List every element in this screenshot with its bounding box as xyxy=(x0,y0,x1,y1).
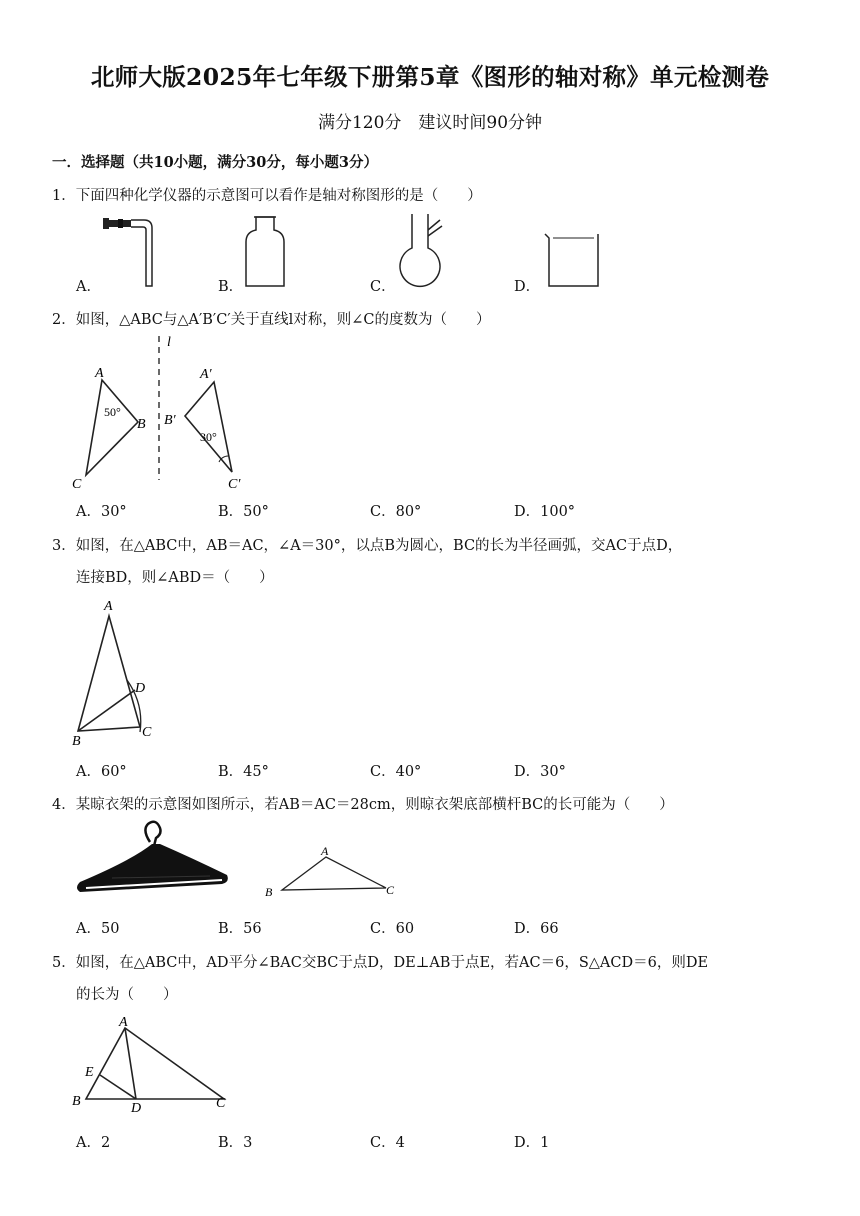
q1-option-d[interactable]: D． xyxy=(514,279,541,295)
question-1-text: 1．下面四种化学仪器的示意图可以看作是轴对称图形的是（ ） xyxy=(52,188,482,204)
round-flask-icon xyxy=(400,214,442,286)
q4-option-a[interactable]: A．50 xyxy=(76,921,120,937)
label-a: A xyxy=(95,366,104,381)
question-5-text-line2: 的长为（ ） xyxy=(76,987,178,1003)
q4-option-d[interactable]: D．66 xyxy=(514,921,559,937)
question-3-text: 3．如图，在△ABC中，AB＝AC，∠A＝30°，以点B为圆心，BC的长为半径画弧，交AC于点D， xyxy=(52,538,683,554)
label-l: l xyxy=(167,335,171,350)
label-a-q4: A xyxy=(321,844,329,858)
q3-option-d[interactable]: D．30° xyxy=(514,764,566,780)
label-d-q5: D xyxy=(131,1101,142,1112)
page-subtitle: 满分120分 建议时间90分钟 xyxy=(317,113,543,133)
segment-bd xyxy=(78,690,135,731)
question-2-figure xyxy=(64,330,264,495)
question-4-text: 4．某晾衣架的示意图如图所示，若AB＝AC＝28cm，则晾衣架底部横杆BC的长可能为（ ） xyxy=(52,797,674,813)
q3-option-a[interactable]: A．60° xyxy=(76,764,127,780)
q1-option-a[interactable]: A． xyxy=(76,279,101,295)
label-b-q5: B xyxy=(72,1094,81,1109)
label-b: B xyxy=(137,417,146,432)
triangle-abc xyxy=(86,380,138,475)
bent-tube-icon xyxy=(103,218,152,286)
q2-option-b[interactable]: B．50° xyxy=(218,504,269,520)
q4-option-c[interactable]: C．60 xyxy=(370,921,415,937)
q2-option-a[interactable]: A．30° xyxy=(76,504,127,520)
label-c-q3: C xyxy=(142,725,152,740)
question-5-figure xyxy=(66,1012,246,1112)
q3-option-c[interactable]: C．40° xyxy=(370,764,422,780)
label-c-q4: C xyxy=(386,883,395,897)
q5-option-a[interactable]: A．2 xyxy=(76,1135,111,1151)
q1-option-b[interactable]: B． xyxy=(218,279,244,295)
q3-option-b[interactable]: B．45° xyxy=(218,764,269,780)
question-1-figures xyxy=(100,210,620,290)
q4-option-b[interactable]: B．56 xyxy=(218,921,262,937)
label-d-q3: D xyxy=(135,681,146,696)
label-c-q5: C xyxy=(216,1096,226,1111)
section-heading: 一．选择题（共10小题，满分30分，每小题3分） xyxy=(52,154,378,171)
label-c-prime: C′ xyxy=(228,477,241,492)
question-3-text-line2: 连接BD，则∠ABD＝（ ） xyxy=(76,570,274,586)
label-c: C xyxy=(72,477,82,492)
label-b-q3: B xyxy=(72,734,81,749)
label-a-prime: A′ xyxy=(200,367,212,382)
q5-option-b[interactable]: B．3 xyxy=(218,1135,253,1151)
q2-option-c[interactable]: C．80° xyxy=(370,504,422,520)
label-b-q4: B xyxy=(265,885,273,899)
triangle-abc-q4 xyxy=(282,857,386,890)
triangle-abc-q5 xyxy=(86,1028,224,1099)
angle-label-50: 50° xyxy=(104,405,121,419)
label-a-q3: A xyxy=(104,599,113,614)
angle-label-30: 30° xyxy=(200,430,217,444)
triangle-a2b2c2 xyxy=(185,382,232,472)
question-4-figures xyxy=(72,820,402,902)
q2-option-d[interactable]: D．100° xyxy=(514,504,576,520)
label-b-prime: B′ xyxy=(164,413,176,428)
segment-de xyxy=(100,1075,136,1099)
q5-option-c[interactable]: C．4 xyxy=(370,1135,405,1151)
q1-option-c[interactable]: C． xyxy=(370,279,396,295)
question-2-text: 2．如图，△ABC与△A′B′C′关于直线l对称，则∠C的度数为（ ） xyxy=(52,312,491,328)
question-3-figure xyxy=(64,594,174,749)
clothes-hanger-icon xyxy=(77,822,228,892)
page-title: 北师大版2025年七年级下册第5章《图形的轴对称》单元检测卷 xyxy=(90,63,770,91)
triangle-abc-q3 xyxy=(78,616,140,731)
label-e-q5: E xyxy=(85,1065,94,1080)
beaker-icon xyxy=(545,234,598,286)
reagent-bottle-icon xyxy=(246,217,284,286)
segment-ad xyxy=(125,1028,136,1099)
question-5-text: 5．如图，在△ABC中，AD平分∠BAC交BC于点D，DE⊥AB于点E，若AC＝6，S△ACD＝6，则DE xyxy=(52,955,709,971)
q5-option-d[interactable]: D．1 xyxy=(514,1135,550,1151)
label-a-q5: A xyxy=(119,1015,128,1030)
